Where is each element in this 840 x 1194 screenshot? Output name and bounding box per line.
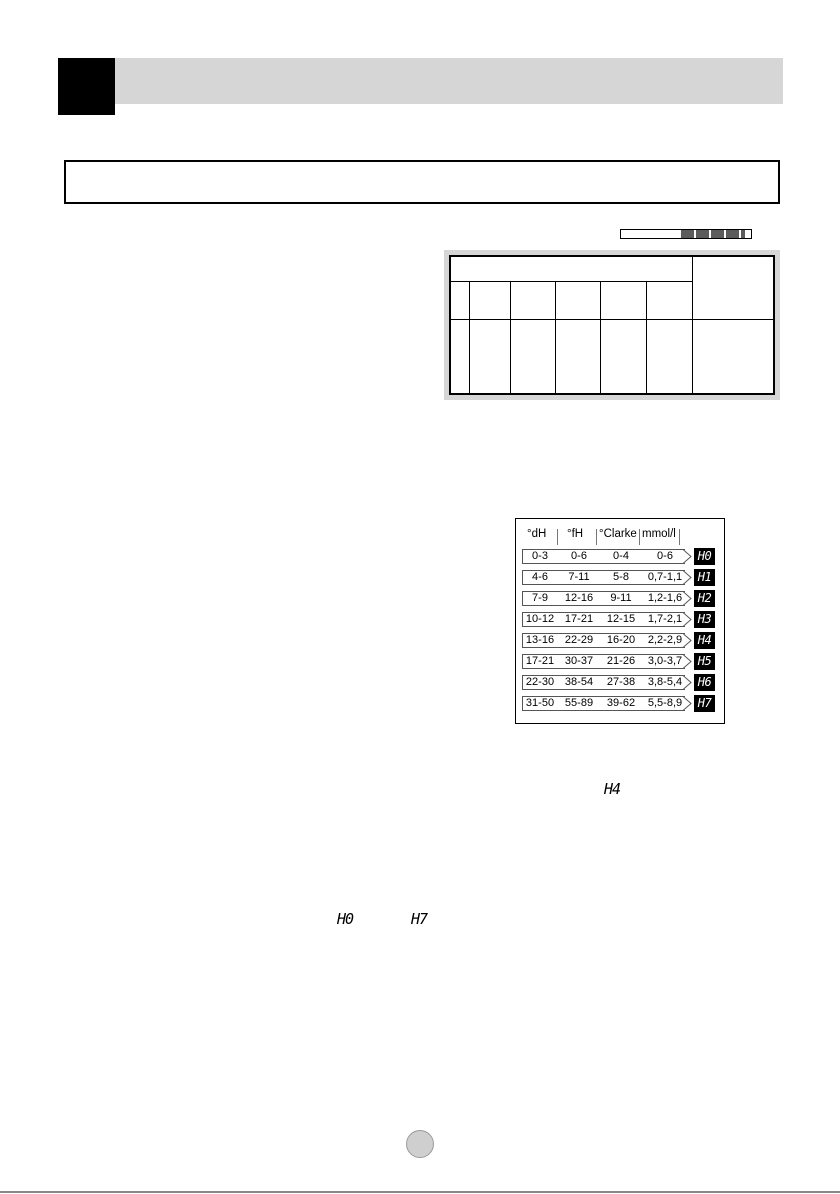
- hardness-row: [522, 549, 722, 566]
- hardness-row: [522, 696, 722, 713]
- hardness-row: [522, 654, 722, 671]
- header-dh: °dH: [527, 528, 547, 540]
- cell-fh: 22-29: [564, 634, 594, 646]
- chapter-marker: [58, 58, 115, 115]
- level-segment: [741, 230, 745, 238]
- segment-glyph-default: H4: [604, 780, 621, 798]
- cell-fh: 7-11: [568, 571, 590, 583]
- header-mmol: mmol/l: [642, 528, 676, 540]
- hardness-row: [522, 570, 722, 587]
- level-indicator: [620, 229, 752, 239]
- cell-clarke: 9-11: [610, 592, 632, 604]
- cell-mmol: 3,0-3,7: [647, 655, 683, 667]
- hardness-row: [522, 612, 722, 629]
- water-hardness-table: [515, 518, 725, 724]
- cell-clarke: 27-38: [606, 676, 636, 688]
- cell-fh: 30-37: [564, 655, 594, 667]
- cell-clarke: 0-4: [613, 550, 629, 562]
- header-clarke: °Clarke: [599, 528, 637, 540]
- cell-fh: 12-16: [564, 592, 594, 604]
- cell-dh: 31-50: [525, 697, 555, 709]
- cell-clarke: 39-62: [606, 697, 636, 709]
- section-title-box: [64, 160, 780, 204]
- cell-clarke: 16-20: [606, 634, 636, 646]
- cell-fh: 0-6: [571, 550, 587, 562]
- cell-dh: 0-3: [532, 550, 548, 562]
- cell-dh: 22-30: [525, 676, 555, 688]
- cell-mmol: 1,7-2,1: [647, 613, 683, 625]
- segment-glyph-range-end: H7: [411, 910, 428, 928]
- cell-mmol: 5,5-8,9: [647, 697, 683, 709]
- hardness-code: H3: [694, 611, 715, 628]
- cell-dh: 17-21: [525, 655, 555, 667]
- bottom-rule: [0, 1191, 840, 1193]
- cell-clarke: 21-26: [606, 655, 636, 667]
- level-segment: [711, 230, 724, 238]
- hardness-code: H6: [694, 674, 715, 691]
- level-segment: [726, 230, 739, 238]
- level-segment: [681, 230, 694, 238]
- hardness-table-header: [516, 526, 724, 544]
- hardness-row: [522, 633, 722, 650]
- cell-fh: 38-54: [564, 676, 594, 688]
- hardness-code: H1: [694, 569, 715, 586]
- hardness-code: H5: [694, 653, 715, 670]
- level-segment: [696, 230, 709, 238]
- cell-clarke: 5-8: [613, 571, 629, 583]
- spec-table: [449, 255, 775, 395]
- hardness-row: [522, 675, 722, 692]
- cell-fh: 17-21: [564, 613, 594, 625]
- cell-dh: 10-12: [525, 613, 555, 625]
- cell-dh: 13-16: [525, 634, 555, 646]
- cell-dh: 7-9: [532, 592, 548, 604]
- header-bar: [115, 58, 783, 104]
- cell-mmol: 2,2-2,9: [647, 634, 683, 646]
- page-number-badge: [406, 1130, 434, 1158]
- header-fh: °fH: [567, 528, 584, 540]
- hardness-code: H4: [694, 632, 715, 649]
- hardness-code: H7: [694, 695, 715, 712]
- cell-fh: 55-89: [564, 697, 594, 709]
- segment-glyph-range-start: H0: [337, 910, 354, 928]
- cell-mmol: 0,7-1,1: [647, 571, 683, 583]
- cell-mmol: 0-6: [657, 550, 673, 562]
- cell-dh: 4-6: [532, 571, 548, 583]
- cell-mmol: 3,8-5,4: [647, 676, 683, 688]
- hardness-code: H2: [694, 590, 715, 607]
- hardness-row: [522, 591, 722, 608]
- cell-mmol: 1,2-1,6: [647, 592, 683, 604]
- hardness-code: H0: [694, 548, 715, 565]
- cell-clarke: 12-15: [606, 613, 636, 625]
